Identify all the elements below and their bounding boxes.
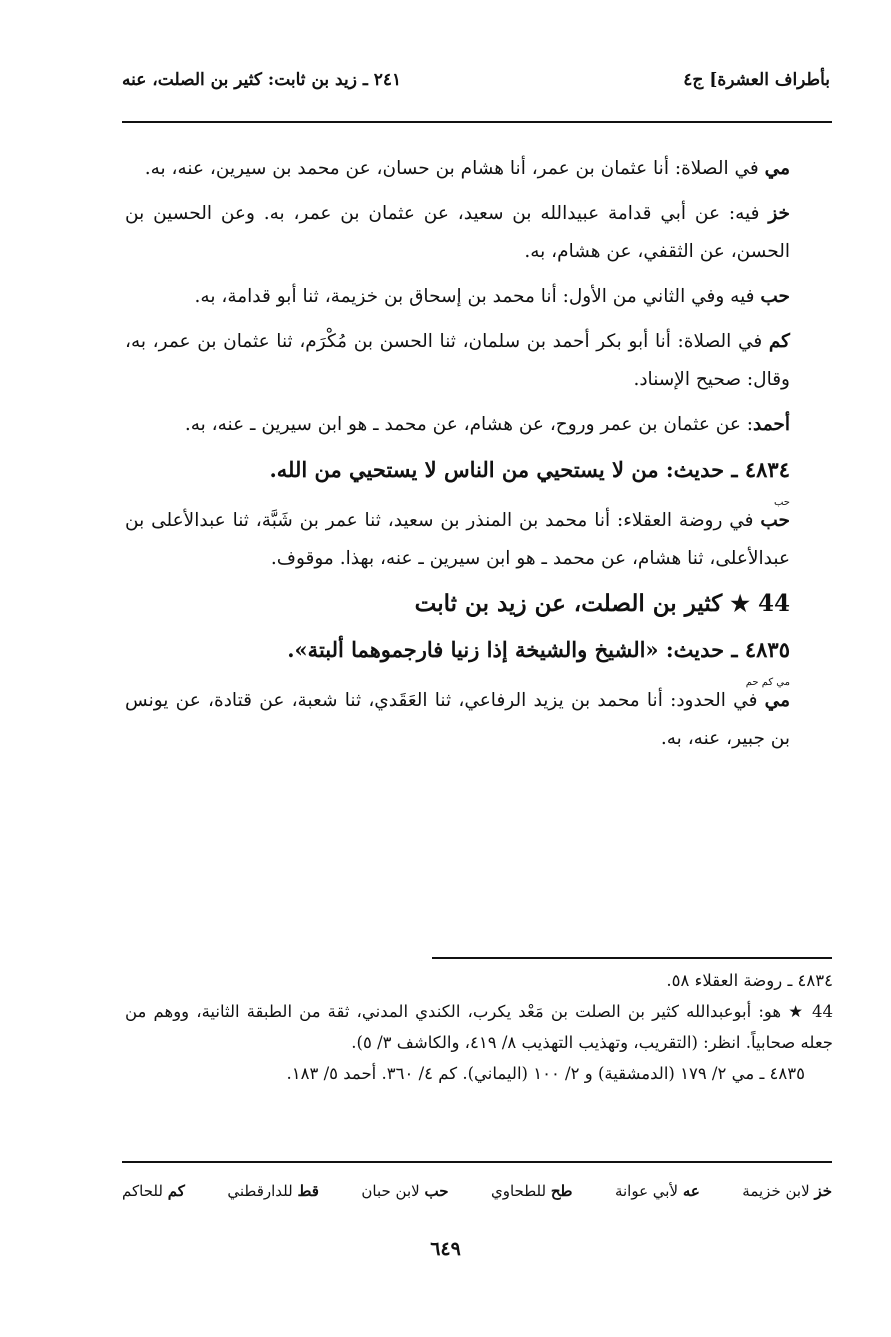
paragraph-text: في الصلاة: أنا أبو بكر أحمد بن سلمان، ثنا الحسن بن مُكْرَم، ثنا عثمان بن عمر، به، وقال: صحيح الإسناد. <box>125 331 790 390</box>
section-title: كثير بن الصلت، عن زيد بن ثابت <box>414 590 723 617</box>
abbreviation-item: قط للدارقطني <box>227 1182 319 1200</box>
star-icon: ★ <box>730 591 750 617</box>
paragraph <box>125 195 790 271</box>
main-text <box>125 150 790 765</box>
source-code: حب <box>760 286 790 307</box>
source-marker: حب <box>773 497 790 508</box>
abbreviation-key <box>122 1182 832 1200</box>
paragraph-text: فيه وفي الثاني من الأول: أنا محمد بن إسحاق بن خزيمة، ثنا أبو قدامة، به. <box>194 286 761 307</box>
paragraph-text: في الصلاة: أنا عثمان بن عمر، أنا هشام بن حسان، عن محمد بن سيرين، عنه، به. <box>144 158 765 179</box>
abbreviation-rule <box>122 1161 832 1163</box>
paragraph-text: في روضة العقلاء: أنا محمد بن المنذر بن سعيد، ثنا عمر بن شَبَّة، ثنا عبدالأعلى بن عبدالأعلى، ثنا هشام، عن محمد ـ هو ابن سيرين ـ عنه، بهذا. موقوف. <box>125 510 790 569</box>
header-volume: بأطراف العشرة] ج٤ <box>683 70 830 90</box>
hadith-heading-4835: ٤٨٣٥ ـ حديث: «الشيخ والشيخة إذا زنيا فارجموهما ألبتة». <box>287 637 790 662</box>
paragraph-text: فيه: عن أبي قدامة عبيدالله بن سعيد، عن عثمان بن عمر، به. وعن الحسين بن الحسن، عن الثقفي، عن هشام، به. <box>125 203 790 262</box>
paragraph <box>125 150 790 188</box>
source-code: حب <box>760 510 790 531</box>
paragraph <box>125 502 790 578</box>
header-chapter: ٢٤١ ـ زيد بن ثابت: كثير بن الصلت، عنه <box>122 70 402 90</box>
hadith-heading-4834: ٤٨٣٤ ـ حديث: من لا يستحيي من الناس لا يستحيي من الله. <box>269 457 790 482</box>
abbreviation-item: عه لأبي عوانة <box>614 1182 700 1200</box>
source-code: كم <box>768 331 790 352</box>
source-code: مي <box>764 690 790 711</box>
abbreviation-item: خز لابن خزيمة <box>742 1182 832 1200</box>
paragraph-text: في الحدود: أنا محمد بن يزيد الرفاعي، ثنا العَقَدي، ثنا شعبة، عن قتادة، عن يونس بن جبير، عنه، به. <box>125 690 790 749</box>
source-code: خز <box>768 203 790 224</box>
page-number: ٦٤٩ <box>430 1238 461 1260</box>
running-header <box>122 70 830 100</box>
paragraph <box>125 406 790 444</box>
paragraph-text: : عن عثمان بن عمر وروح، عن هشام، عن محمد ـ هو ابن سيرين ـ عنه، به. <box>184 414 754 435</box>
section-number: 44 <box>757 590 790 617</box>
header-rule <box>122 121 832 123</box>
abbreviation-item: حب لابن حبان <box>361 1182 449 1200</box>
footnotes <box>125 965 833 1089</box>
footnote: 44 ★ هو: أبوعبدالله كثير بن الصلت بن مَعْد يكرب، الكندي المدني، ثقة من الطبقة الثانية، ووهم من جعله صحابياً. انظر: (التقريب، وتهذيب التهذيب ٨/ ٤١٩، والكاشف ٣/ ٥). <box>125 1002 833 1052</box>
abbreviation-item: طح للطحاوي <box>490 1182 573 1200</box>
footnote: ٤٨٣٤ ـ روضة العقلاء ٥٨. <box>666 971 833 990</box>
source-marker: مي كم حم <box>745 677 790 688</box>
paragraph <box>125 682 790 758</box>
section-heading <box>125 585 790 623</box>
paragraph <box>125 323 790 399</box>
footnote: ٤٨٣٥ ـ مي ٢/ ١٧٩ (الدمشقية) و ٢/ ١٠٠ (اليماني). كم ٤/ ٣٦٠. أحمد ٥/ ١٨٣. <box>286 1064 805 1083</box>
source-code: أحمد <box>753 414 790 435</box>
paragraph <box>125 278 790 316</box>
source-code: مي <box>764 158 790 179</box>
abbreviation-item: كم للحاكم <box>122 1182 185 1200</box>
footnote-rule <box>432 957 832 959</box>
